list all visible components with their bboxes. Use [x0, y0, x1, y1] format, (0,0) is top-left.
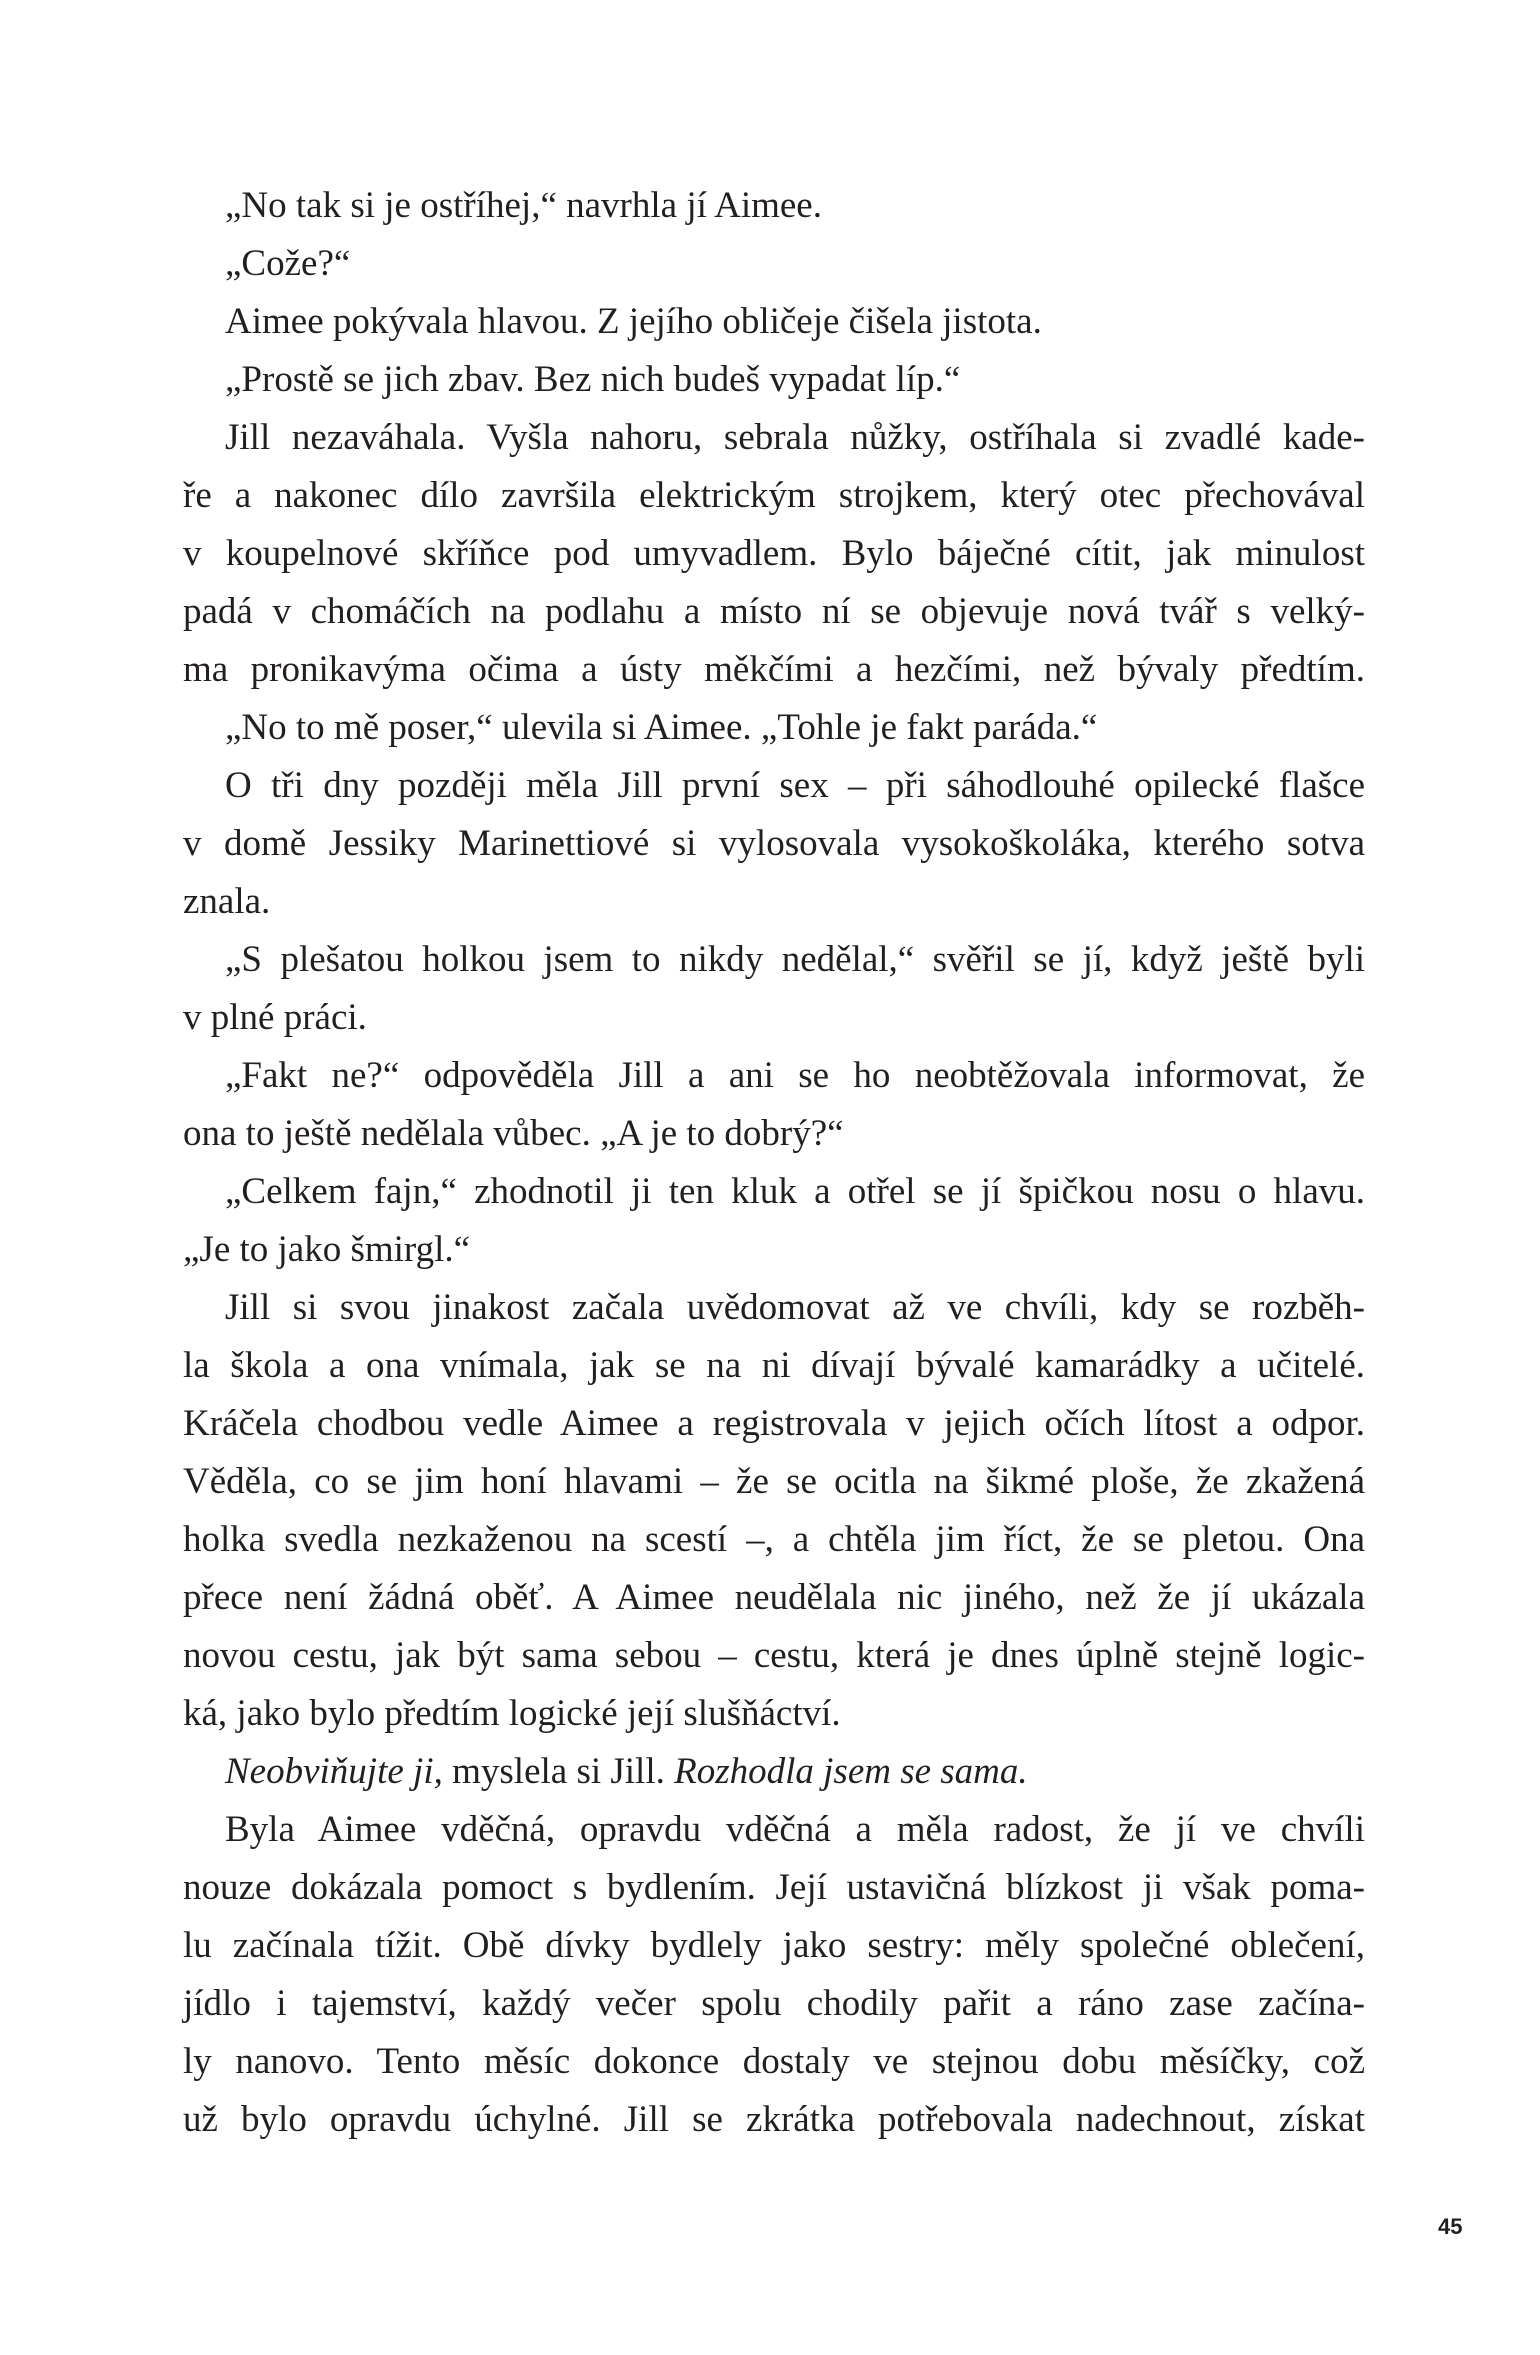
text-span: „S plešatou holkou jsem to nikdy nedělal,“ svěřil se jí, když ještě byli: [225, 939, 1365, 980]
text-line: [183, 1511, 1365, 1569]
text-span: ře a nakonec dílo završila elektrickým strojkem, který otec přechovával: [183, 475, 1365, 516]
text-span: „Fakt ne?“ odpověděla Jill a ani se ho neobtěžovala informovat, že: [225, 1055, 1365, 1096]
text-line: [183, 293, 1365, 351]
text-span: v koupelnové skříňce pod umyvadlem. Bylo báječné cítit, jak minulost: [183, 533, 1365, 574]
text-span: nouze dokázala pomoct s bydlením. Její ustavičná blízkost ji však poma-: [183, 1867, 1365, 1908]
text-span: la škola a ona vnímala, jak se na ni dívají bývalé kamarádky a učitelé.: [183, 1345, 1365, 1386]
page-number: 45: [1438, 2214, 1463, 2239]
text-line: [183, 757, 1365, 815]
text-span: myslela si Jill.: [442, 1751, 675, 1792]
text-span: ká, jako bylo předtím logické její slušňáctví.: [183, 1693, 841, 1734]
text-span: padá v chomáčích na podlahu a místo ní se objevuje nová tvář s velký-: [183, 591, 1365, 632]
text-span: novou cestu, jak být sama sebou – cestu, která je dnes úplně stejně logic-: [183, 1635, 1365, 1676]
text-line: [183, 1801, 1365, 1859]
text-line: [183, 177, 1365, 235]
text-span: už bylo opravdu úchylné. Jill se zkrátka potřebovala nadechnout, získat: [183, 2099, 1365, 2140]
text-span: „No to mě poser,“ ulevila si Aimee. „Tohle je fakt paráda.“: [225, 707, 1098, 748]
text-line: [183, 2091, 1365, 2149]
text-line: [183, 1569, 1365, 1627]
text-span: Jill si svou jinakost začala uvědomovat až ve chvíli, kdy se rozběh-: [225, 1287, 1365, 1328]
text-line: [183, 583, 1365, 641]
italic-text: Rozhodla jsem se sama.: [674, 1751, 1028, 1792]
text-span: holka svedla nezkaženou na scestí –, a chtěla jim říct, že se pletou. Ona: [183, 1519, 1365, 1560]
text-line: [183, 1395, 1365, 1453]
text-span: „Celkem fajn,“ zhodnotil ji ten kluk a otřel se jí špičkou nosu o hlavu.: [225, 1171, 1365, 1212]
text-line: [183, 235, 1365, 293]
text-span: Aimee pokývala hlavou. Z jejího obličeje čišela jistota.: [225, 301, 1042, 342]
text-line: [183, 1105, 1365, 1163]
text-span: Byla Aimee vděčná, opravdu vděčná a měla radost, že jí ve chvíli: [225, 1809, 1365, 1850]
text-span: „Prostě se jich zbav. Bez nich budeš vypadat líp.“: [225, 359, 961, 400]
text-line: [183, 467, 1365, 525]
text-span: znala.: [183, 881, 271, 922]
text-span: ona to ještě nedělala vůbec. „A je to dobrý?“: [183, 1113, 844, 1154]
body-text: [183, 177, 1365, 2149]
text-line: [183, 1163, 1365, 1221]
text-span: „Cože?“: [225, 243, 351, 284]
text-line: [183, 989, 1365, 1047]
text-span: přece není žádná oběť. A Aimee neudělala nic jiného, než že jí ukázala: [183, 1577, 1365, 1618]
text-line: [183, 1685, 1365, 1743]
text-line: [183, 525, 1365, 583]
text-span: ma pronikavýma očima a ústy měkčími a hezčími, než bývaly předtím.: [183, 649, 1365, 690]
text-line: [183, 409, 1365, 467]
text-span: v plné práci.: [183, 997, 367, 1038]
italic-text: Neobviňujte ji,: [225, 1751, 443, 1792]
text-span: O tři dny později měla Jill první sex – při sáhodlouhé opilecké flašce: [225, 765, 1365, 806]
text-span: „Je to jako šmirgl.“: [183, 1229, 471, 1270]
text-span: Věděla, co se jim honí hlavami – že se ocitla na šikmé ploše, že zkažená: [183, 1461, 1365, 1502]
text-line: [183, 931, 1365, 989]
text-line: [183, 1743, 1365, 1801]
text-line: [183, 1337, 1365, 1395]
text-line: [183, 351, 1365, 409]
text-line: [183, 699, 1365, 757]
text-line: [183, 2033, 1365, 2091]
text-span: jídlo i tajemství, každý večer spolu chodily pařit a ráno zase začína-: [183, 1983, 1365, 2024]
text-line: [183, 1975, 1365, 2033]
text-line: [183, 1279, 1365, 1337]
text-line: [183, 1453, 1365, 1511]
text-line: [183, 873, 1365, 931]
text-span: „No tak si je ostříhej,“ navrhla jí Aimee.: [225, 185, 822, 226]
text-line: [183, 1627, 1365, 1685]
text-line: [183, 1859, 1365, 1917]
text-line: [183, 1917, 1365, 1975]
text-span: Jill nezaváhala. Vyšla nahoru, sebrala nůžky, ostříhala si zvadlé kade-: [225, 417, 1365, 458]
text-line: [183, 1221, 1365, 1279]
text-span: ly nanovo. Tento měsíc dokonce dostaly ve stejnou dobu měsíčky, což: [183, 2041, 1365, 2082]
text-span: lu začínala tížit. Obě dívky bydlely jako sestry: měly společné oblečení,: [183, 1925, 1365, 1966]
text-span: v domě Jessiky Marinettiové si vylosovala vysokoškoláka, kterého sotva: [183, 823, 1365, 864]
text-line: [183, 641, 1365, 699]
text-span: Kráčela chodbou vedle Aimee a registrovala v jejich očích lítost a odpor.: [183, 1403, 1365, 1444]
text-line: [183, 815, 1365, 873]
text-line: [183, 1047, 1365, 1105]
